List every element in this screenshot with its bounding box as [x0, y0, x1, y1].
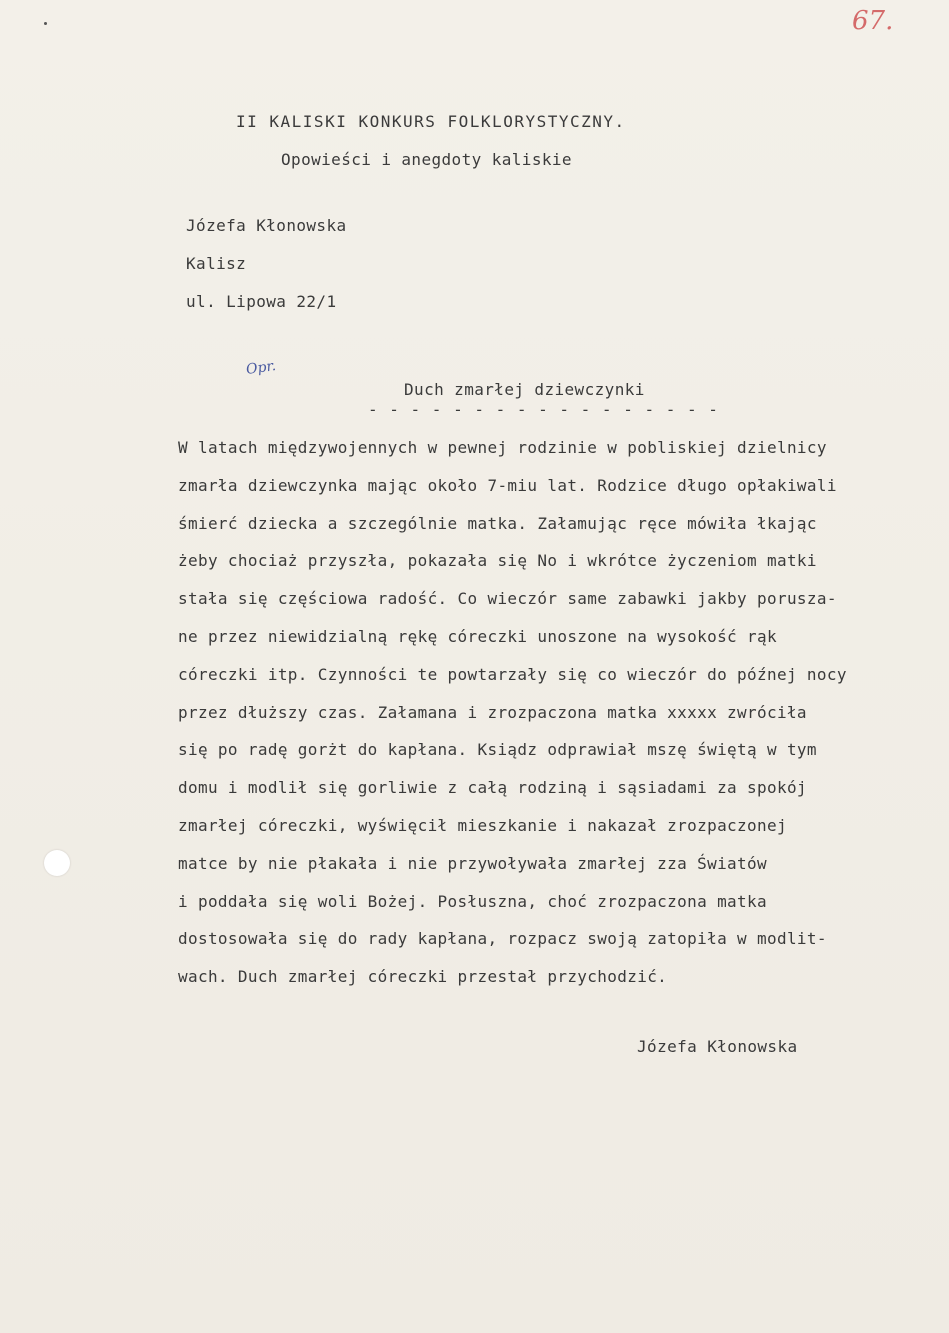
author-city: Kalisz — [186, 254, 247, 273]
story-line: domu i modlił się gorliwie z całą rodziną i sąsiadami za spokój — [178, 778, 807, 798]
collection-subtitle: Opowieści i anegdoty kaliskie — [281, 150, 572, 169]
story-line: córeczki itp. Czynności te powtarzały się co wieczór do późnej nocy — [178, 664, 847, 684]
story-title-underline: - - - - - - - - - - - - - - - - - — [368, 400, 719, 419]
story-body — [178, 438, 949, 1005]
punch-hole — [44, 850, 70, 876]
signature: Józefa Kłonowska — [637, 1037, 798, 1056]
story-line: dostosowała się do rady kapłana, rozpacz swoją zatopiła w modlit- — [178, 929, 827, 949]
story-line: wach. Duch zmarłej córeczki przestał przychodzić. — [178, 967, 668, 987]
story-line: się po radę gorżt do kapłana. Ksiądz odprawiał mszę świętą w tym — [178, 740, 817, 760]
margin-note: Opr. — [245, 357, 278, 379]
page-number: 67. — [852, 6, 894, 36]
story-line: śmierć dziecka a szczególnie matka. Załamując ręce mówiła łkając — [178, 513, 817, 533]
story-line: żeby chociaż przyszła, pokazała się No i wkrótce życzeniom matki — [178, 551, 817, 571]
author-name: Józefa Kłonowska — [186, 216, 347, 235]
story-line: zmarłej córeczki, wyświęcił mieszkanie i nakazał zrozpaczonej — [178, 815, 787, 835]
story-line: i poddała się woli Bożej. Posłuszna, choć zrozpaczona matka — [178, 891, 767, 911]
story-line: stała się częściowa radość. Co wieczór same zabawki jakby porusza- — [178, 589, 837, 609]
contest-heading: II KALISKI KONKURS FOLKLORYSTYCZNY. — [236, 112, 626, 131]
story-line: przez dłuższy czas. Załamana i zrozpaczona matka xxxxx zwróciła — [178, 702, 807, 722]
story-line: W latach międzywojennych w pewnej rodzinie w pobliskiej dzielnicy — [178, 438, 827, 457]
story-line: ne przez niewidzialną rękę córeczki unoszone na wysokość rąk — [178, 626, 777, 646]
story-title: Duch zmarłej dziewczynki — [404, 380, 645, 399]
story-line: matce by nie płakała i nie przywoływała zmarłej zza Światów — [178, 853, 767, 873]
author-address: ul. Lipowa 22/1 — [186, 292, 337, 311]
paper-speck — [44, 22, 47, 25]
story-line: zmarła dziewczynka mając około 7-miu lat. Rodzice długo opłakiwali — [178, 475, 837, 495]
